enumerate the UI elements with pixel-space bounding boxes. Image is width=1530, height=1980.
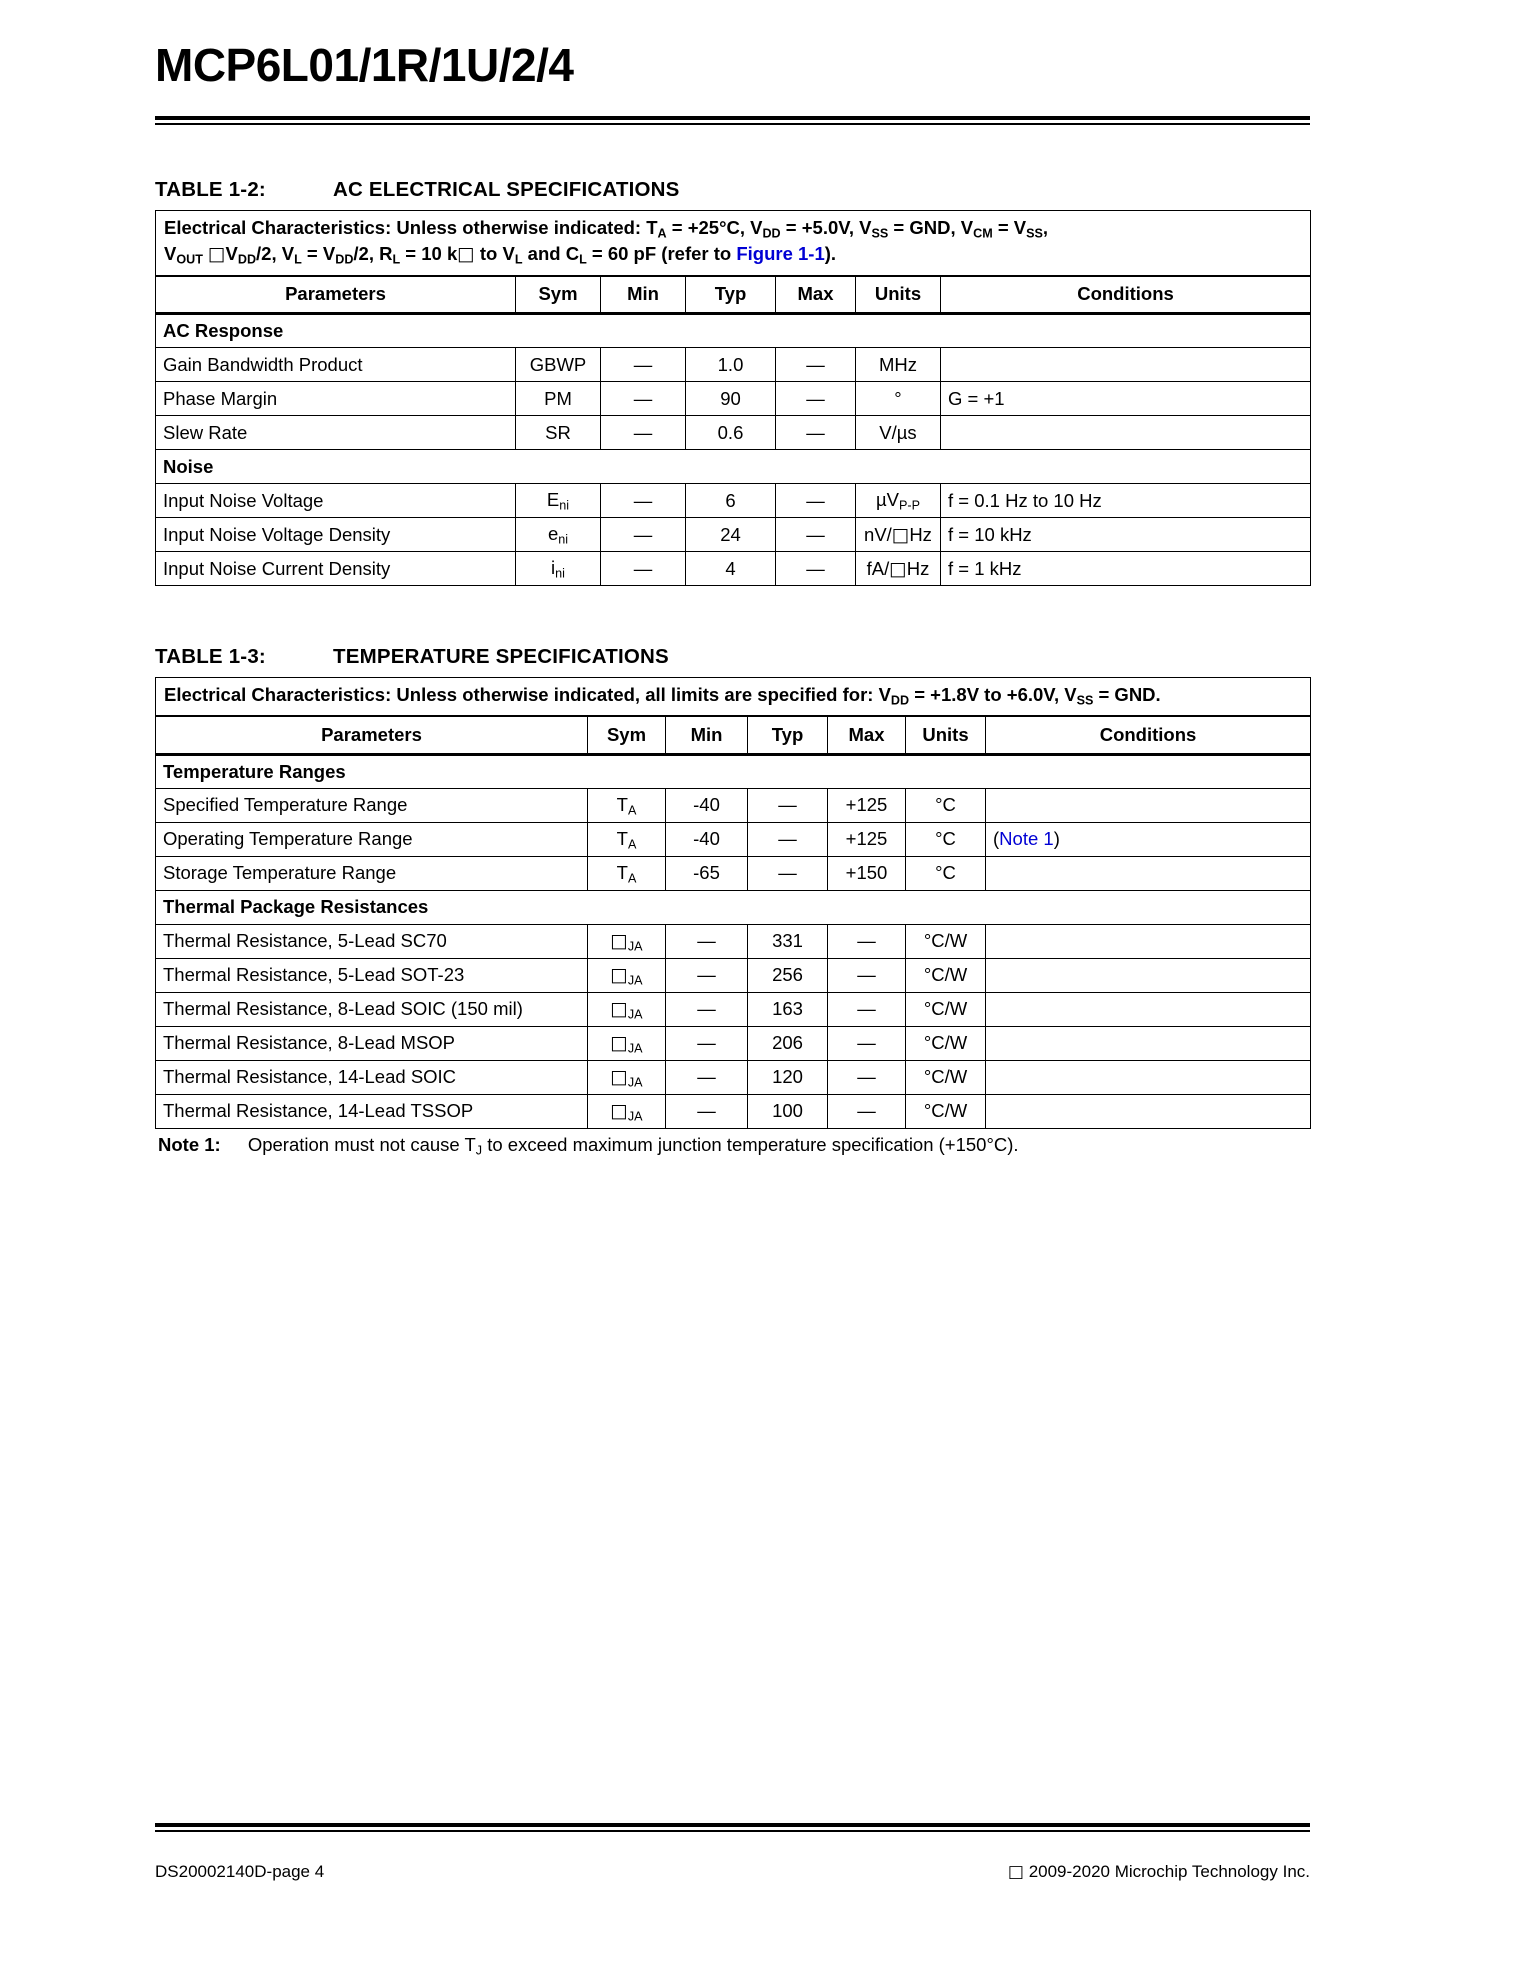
- cell-min: —: [601, 552, 686, 586]
- cell-min: -65: [666, 856, 748, 890]
- table-row: [156, 382, 1311, 416]
- col-header-sym: Sym: [516, 276, 601, 314]
- cell-conditions: [986, 992, 1311, 1026]
- cell-parameter: Thermal Resistance, 8-Lead SOIC (150 mil): [156, 992, 588, 1026]
- col-header-parameters: Parameters: [156, 716, 588, 754]
- footer-copyright: □ 2009-2020 Microchip Technology Inc.: [1007, 1862, 1310, 1882]
- cell-conditions: G = +1: [941, 382, 1311, 416]
- cell-units: °: [856, 382, 941, 416]
- table-row: [156, 788, 1311, 822]
- table-section-header: [156, 450, 1311, 484]
- table-1-3-electrical-characteristics: Electrical Characteristics: Unless otherwise indicated, all limits are specified for: $V_{DD} = +1.8V$ to +6.0V, $V_{SS}$ = GND.: [156, 678, 1311, 717]
- cell-max: —: [776, 416, 856, 450]
- table-1-2-body: [156, 314, 1311, 586]
- table-1-2-column-headers: [156, 276, 1311, 314]
- col-header-min: Min: [601, 276, 686, 314]
- cell-max: —: [828, 924, 906, 958]
- table-row: [156, 1026, 1311, 1060]
- cell-min: —: [601, 416, 686, 450]
- cell-conditions: f = 1 kHz: [941, 552, 1311, 586]
- cell-sym: $□_{JA}$: [588, 1094, 666, 1128]
- cell-min: —: [666, 1060, 748, 1094]
- cell-units: V/µs: [856, 416, 941, 450]
- section-title: Noise: [156, 450, 1311, 484]
- col-header-max: Max: [828, 716, 906, 754]
- col-header-min: Min: [666, 716, 748, 754]
- table-row: [156, 992, 1311, 1026]
- cell-typ: 256: [748, 958, 828, 992]
- cell-typ: 120: [748, 1060, 828, 1094]
- table-1-3-note: Note 1: Operation must not cause $T_J$ to exceed maximum junction temperature specification (+150°C).: [158, 1134, 1019, 1158]
- cell-parameter: Gain Bandwidth Product: [156, 348, 516, 382]
- table-1-2-caption: [155, 178, 680, 202]
- table-row: [156, 552, 1311, 586]
- cell-min: —: [666, 924, 748, 958]
- table-row: [156, 924, 1311, 958]
- col-header-units: Units: [856, 276, 941, 314]
- cell-typ: 1.0: [686, 348, 776, 382]
- table-1-3-caption-label: TABLE 1-3:: [155, 645, 266, 668]
- cell-max: +125: [828, 822, 906, 856]
- cell-conditions: [986, 788, 1311, 822]
- cell-conditions: [986, 958, 1311, 992]
- cell-parameter: Thermal Resistance, 14-Lead SOIC: [156, 1060, 588, 1094]
- cell-units: °C/W: [906, 1026, 986, 1060]
- cell-sym: GBWP: [516, 348, 601, 382]
- table-1-2-caption-text: AC ELECTRICAL SPECIFICATIONS: [333, 178, 680, 201]
- cell-parameter: Specified Temperature Range: [156, 788, 588, 822]
- header-divider: [155, 116, 1310, 125]
- cell-typ: 331: [748, 924, 828, 958]
- table-1-3-caption: [155, 645, 669, 669]
- cell-typ: 24: [686, 518, 776, 552]
- table-section-header: [156, 754, 1311, 788]
- section-title: Temperature Ranges: [156, 754, 1311, 788]
- cell-min: —: [666, 958, 748, 992]
- table-1-3-caption-text: TEMPERATURE SPECIFICATIONS: [333, 645, 669, 668]
- cell-conditions: [986, 1060, 1311, 1094]
- note-1-link[interactable]: Note 1: [999, 828, 1054, 850]
- cell-units: fA/□Hz: [856, 552, 941, 586]
- cell-units: °C/W: [906, 1094, 986, 1128]
- cell-sym: $T_A$: [588, 856, 666, 890]
- cell-max: +125: [828, 788, 906, 822]
- cell-parameter: Input Noise Current Density: [156, 552, 516, 586]
- cell-typ: 100: [748, 1094, 828, 1128]
- cell-parameter: Thermal Resistance, 14-Lead TSSOP: [156, 1094, 588, 1128]
- col-header-conditions: Conditions: [986, 716, 1311, 754]
- cell-max: —: [828, 1094, 906, 1128]
- cell-conditions: [941, 348, 1311, 382]
- cell-conditions: f = 10 kHz: [941, 518, 1311, 552]
- cell-units: °C/W: [906, 992, 986, 1026]
- table-1-2-caption-label: TABLE 1-2:: [155, 178, 266, 201]
- cell-conditions: [986, 856, 1311, 890]
- cell-min: —: [666, 1094, 748, 1128]
- cell-conditions: [986, 1094, 1311, 1128]
- cell-typ: 6: [686, 484, 776, 518]
- cell-parameter: Operating Temperature Range: [156, 822, 588, 856]
- cell-units: °C/W: [906, 1060, 986, 1094]
- col-header-sym: Sym: [588, 716, 666, 754]
- table-temperature-specifications: [155, 677, 1311, 1129]
- cell-parameter: Storage Temperature Range: [156, 856, 588, 890]
- ec-label-1-3: Electrical Characteristics:: [164, 684, 392, 705]
- cell-min: —: [666, 1026, 748, 1060]
- cell-max: +150: [828, 856, 906, 890]
- table-1-2-conditions-row: [156, 211, 1311, 276]
- table-row: [156, 416, 1311, 450]
- cell-units: °C: [906, 788, 986, 822]
- ec-label-1-2: Electrical Characteristics:: [164, 217, 392, 238]
- cell-parameter: Input Noise Voltage: [156, 484, 516, 518]
- note-label: Note 1:: [158, 1134, 221, 1155]
- cell-typ: —: [748, 856, 828, 890]
- table-row: [156, 484, 1311, 518]
- cell-conditions: f = 0.1 Hz to 10 Hz: [941, 484, 1311, 518]
- cell-min: —: [601, 518, 686, 552]
- page-title: MCP6L01/1R/1U/2/4: [155, 39, 574, 91]
- cell-typ: 4: [686, 552, 776, 586]
- cell-parameter: Thermal Resistance, 5-Lead SOT-23: [156, 958, 588, 992]
- table-1-3-column-headers: [156, 716, 1311, 754]
- col-header-conditions: Conditions: [941, 276, 1311, 314]
- cell-parameter: Thermal Resistance, 8-Lead MSOP: [156, 1026, 588, 1060]
- cell-conditions: [986, 1026, 1311, 1060]
- cell-parameter: Phase Margin: [156, 382, 516, 416]
- cell-sym: $T_A$: [588, 822, 666, 856]
- table-1-3-body: [156, 754, 1311, 1128]
- table-1-2-electrical-characteristics: Electrical Characteristics: Unless otherwise indicated: $T_A = +25^\circ C$, $V_{DD} = +5.0V$, $V_{SS}$ = GND, $V_{CM} = V_{SS}$, $V_{OUT}$ $□V_{DD}/2$, $V_L = V_{DD}/2$, $R_L = 10$ k□ to $V_L$ and $C_L = 60$ pF (refer to Figure 1-1).: [156, 211, 1311, 276]
- table-row: [156, 1060, 1311, 1094]
- cell-sym: $T_A$: [588, 788, 666, 822]
- cell-min: —: [666, 992, 748, 1026]
- cell-min: —: [601, 484, 686, 518]
- cell-typ: 0.6: [686, 416, 776, 450]
- cell-conditions: (Note 1): [986, 822, 1311, 856]
- cell-parameter: Slew Rate: [156, 416, 516, 450]
- cell-sym: $i_{ni}$: [516, 552, 601, 586]
- cell-max: —: [828, 992, 906, 1026]
- cell-typ: —: [748, 822, 828, 856]
- cell-typ: 163: [748, 992, 828, 1026]
- table-row: [156, 822, 1311, 856]
- col-header-parameters: Parameters: [156, 276, 516, 314]
- table-row: [156, 958, 1311, 992]
- table-ac-electrical-specifications: [155, 210, 1311, 586]
- cell-sym: $□_{JA}$: [588, 1026, 666, 1060]
- cell-sym: $e_{ni}$: [516, 518, 601, 552]
- cell-max: —: [776, 382, 856, 416]
- table-row: [156, 1094, 1311, 1128]
- cell-max: —: [828, 958, 906, 992]
- cell-parameter: Thermal Resistance, 5-Lead SC70: [156, 924, 588, 958]
- section-title: AC Response: [156, 314, 1311, 348]
- cell-min: —: [601, 348, 686, 382]
- cell-units: µV$_{P-P}$: [856, 484, 941, 518]
- figure-1-1-link[interactable]: Figure 1-1: [736, 243, 825, 265]
- cell-units: °C: [906, 822, 986, 856]
- cell-units: °C: [906, 856, 986, 890]
- cell-min: —: [601, 382, 686, 416]
- col-header-typ: Typ: [686, 276, 776, 314]
- cell-sym: $E_{ni}$: [516, 484, 601, 518]
- cell-max: —: [776, 552, 856, 586]
- cell-max: —: [828, 1026, 906, 1060]
- cell-min: -40: [666, 822, 748, 856]
- cell-sym: SR: [516, 416, 601, 450]
- col-header-typ: Typ: [748, 716, 828, 754]
- table-1-3-conditions-row: [156, 678, 1311, 717]
- cell-typ: 206: [748, 1026, 828, 1060]
- cell-sym: PM: [516, 382, 601, 416]
- cell-sym: $□_{JA}$: [588, 992, 666, 1026]
- cell-typ: —: [748, 788, 828, 822]
- table-row: [156, 518, 1311, 552]
- col-header-max: Max: [776, 276, 856, 314]
- cell-sym: $□_{JA}$: [588, 1060, 666, 1094]
- footer-page-id: DS20002140D-page 4: [155, 1862, 325, 1881]
- table-row: [156, 348, 1311, 382]
- cell-units: °C/W: [906, 924, 986, 958]
- table-section-header: [156, 890, 1311, 924]
- table-section-header: [156, 314, 1311, 348]
- cell-min: -40: [666, 788, 748, 822]
- table-1-3-head: [156, 678, 1311, 755]
- cell-max: —: [776, 484, 856, 518]
- cell-parameter: Input Noise Voltage Density: [156, 518, 516, 552]
- cell-typ: 90: [686, 382, 776, 416]
- section-title: Thermal Package Resistances: [156, 890, 1311, 924]
- cell-conditions: [986, 924, 1311, 958]
- cell-max: —: [828, 1060, 906, 1094]
- cell-units: nV/□Hz: [856, 518, 941, 552]
- cell-conditions: [941, 416, 1311, 450]
- cell-max: —: [776, 348, 856, 382]
- cell-units: °C/W: [906, 958, 986, 992]
- cell-sym: $□_{JA}$: [588, 958, 666, 992]
- table-row: [156, 856, 1311, 890]
- col-header-units: Units: [906, 716, 986, 754]
- cell-sym: $□_{JA}$: [588, 924, 666, 958]
- footer-divider: [155, 1823, 1310, 1832]
- cell-max: —: [776, 518, 856, 552]
- cell-units: MHz: [856, 348, 941, 382]
- table-1-2-head: [156, 211, 1311, 314]
